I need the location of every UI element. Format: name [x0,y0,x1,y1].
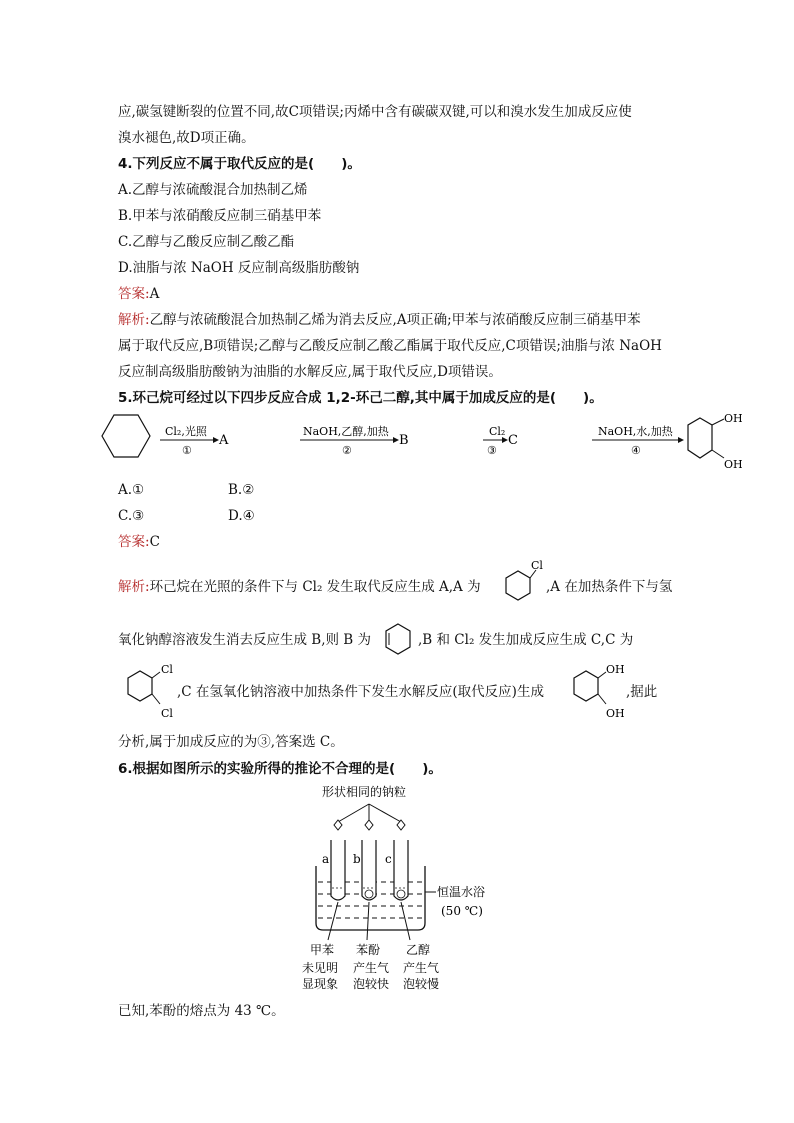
step1-condition: Cl₂,光照 [165,425,207,438]
option-d: D.④ [228,508,255,524]
product-a: A [219,433,229,448]
observation-b: 产生气 [353,961,390,975]
substance-phenol: 苯酚 [356,943,381,957]
svg-text:Cl: Cl [531,560,543,572]
note-line: 已知,苯酚的熔点为 43 ℃。 [118,1003,285,1019]
reaction-scheme [0,408,794,478]
explanation-line: 属于取代反应,B项错误;乙醇与乙酸反应制乙酸乙酯属于取代反应,C项错误;油脂与浓 NaOH [118,338,662,354]
product-c: C [508,433,518,448]
text-line: 溴水褪色,故D项正确。 [118,130,255,146]
substance-ethanol: 乙醇 [406,943,431,957]
cyclohexene-structure [380,620,416,660]
svg-text:Cl: Cl [161,707,173,720]
observation-a: 未见明 [302,961,339,975]
oh-label: OH [724,458,743,471]
bath-temperature: (50 ℃) [441,904,483,918]
option-c: C.③ [118,508,145,524]
step2-condition: NaOH,乙醇,加热 [303,425,389,438]
explanation-line: ,C 在氢氧化钠溶液中加热条件下发生水解反应(取代反应)生成 [177,684,544,700]
question-4-stem: 4.下列反应不属于取代反应的是( )。 [118,156,361,172]
explanation-line: ,B 和 Cl₂ 发生加成反应生成 C,C 为 [418,632,634,648]
oh-label: OH [724,412,743,425]
step1-number: ① [182,444,192,457]
experiment-figure [0,778,794,998]
answer-label: 答案: [118,534,150,550]
svg-text:OH: OH [606,663,625,676]
question-6-stem: 6.根据如图所示的实验所得的推论不合理的是( )。 [118,761,442,777]
cyclohexane-structure [102,415,150,457]
substance-toluene: 甲苯 [310,943,335,957]
answer-value: A [149,286,160,302]
explanation-line: 反应制高级脂肪酸钠为油脂的水解反应,属于取代反应,D项错误。 [118,364,502,380]
observation-c: 泡较慢 [403,977,440,991]
step2-number: ② [342,444,352,457]
option-a: A.乙醇与浓硫酸混合加热制乙烯 [118,182,308,198]
step3-number: ③ [487,444,497,457]
explanation-line: 氧化钠醇溶液发生消去反应生成 B,则 B 为 [118,632,372,648]
observation-b: 泡较快 [353,977,390,991]
test-tube-a [331,840,345,900]
explanation-line: ,A 在加热条件下与氢 [546,579,673,595]
option-b: B.甲苯与浓硝酸反应制三硝基甲苯 [118,208,322,224]
tube-label-b: b [353,852,361,866]
question-5-stem: 5.环己烷可经过以下四步反应合成 1,2-环己二醇,其中属于加成反应的是( )。 [118,390,603,406]
svg-text:OH: OH [606,707,625,720]
explanation-line: ,据此 [626,684,658,700]
explanation-label: 解析: [118,312,150,328]
answer-value: C [149,534,160,550]
test-tube-b [362,840,376,900]
text-line: 应,碳氢键断裂的位置不同,故C项错误;丙烯中含有碳碳双键,可以和溴水发生加成反应使 [118,104,632,120]
diol-structure [688,418,712,458]
step4-number: ④ [631,444,641,457]
chlorocyclohexane-structure [488,560,548,610]
dichlorocyclohexane-structure [120,660,180,720]
explanation-label: 解析: [118,579,150,595]
tube-label-a: a [322,852,330,866]
observation-c: 产生气 [403,961,440,975]
option-c: C.乙醇与乙酸反应制乙酸乙酯 [118,234,295,250]
explanation-line: 分析,属于加成反应的为③,答案选 C。 [118,734,344,750]
explanation-line: 解析:环己烷在光照的条件下与 Cl₂ 发生取代反应生成 A,A 为 [118,579,481,595]
observation-a: 显现象 [302,977,339,991]
sodium-granule [397,820,405,830]
step3-condition: Cl₂ [489,425,506,438]
tube-label-c: c [385,852,392,866]
step4-condition: NaOH,水,加热 [598,425,673,438]
option-a: A.① [118,482,145,498]
sodium-granule [365,820,373,830]
answer-line [118,533,160,551]
explanation-line: 解析:乙醇与浓硫酸混合加热制乙烯为消去反应,A项正确;甲苯与浓硝酸反应制三硝基甲苯 [118,312,641,328]
option-b: B.② [228,482,255,498]
sodium-granule [334,820,342,830]
product-b: B [399,433,409,448]
answer-line [118,285,159,303]
figure-title: 形状相同的钠粒 [322,785,407,799]
svg-text:Cl: Cl [161,663,173,676]
test-tube-c [394,840,408,900]
cyclohexanediol-structure [566,660,632,720]
bath-label: 恒温水浴 [437,885,486,899]
answer-label: 答案: [118,286,150,302]
option-d: D.油脂与浓 NaOH 反应制高级脂肪酸钠 [118,260,360,276]
